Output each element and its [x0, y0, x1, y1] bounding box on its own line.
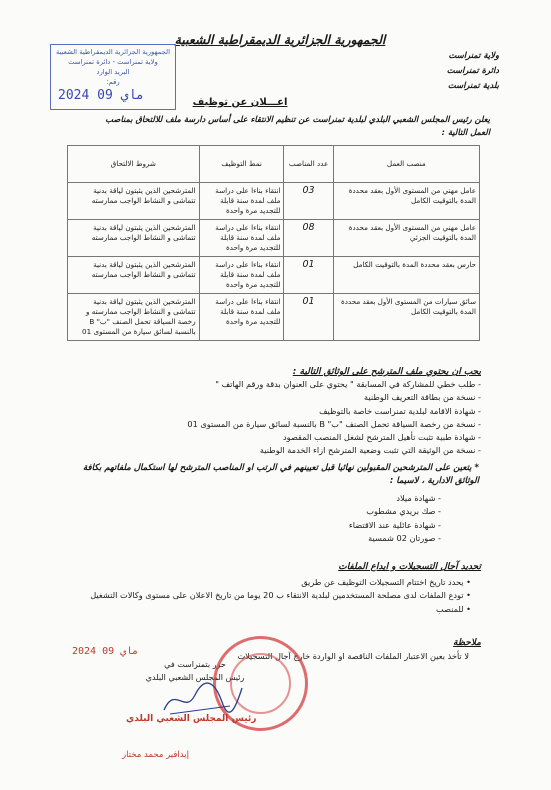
extra-documents-list: [31, 492, 441, 545]
column-header: منصب العمل: [333, 146, 479, 183]
list-item: - صك بريدي مشطوب: [31, 505, 441, 518]
table-cell: انتقاء بناءا على دراسة ملف لمدة سنة قابلة للتجديد مرة واحدة: [199, 183, 284, 220]
stamp-line: ولاية تمنراست - دائرة تمنراست: [68, 58, 158, 66]
list-item: - صورتان 02 شمسية: [31, 532, 441, 545]
jobs-table: [67, 145, 480, 341]
list-item: - نسخة من رخصة السياقة تحمل الصنف "ب" B بالنسبة لسائق سيارة من المستوى 01: [71, 418, 481, 431]
table-cell: عامل مهني من المستوى الأول بعقد محددة المدة بالتوقيت الكامل: [333, 183, 479, 220]
table-cell: انتقاء بناءا على دراسة ملف لمدة سنة قابلة للتجديد مرة واحدة: [199, 220, 284, 257]
table-row: [68, 183, 480, 220]
list-item: • يحدد تاريخ اختتام التسجيلات التوظيف عن طريق: [61, 576, 471, 589]
signatory-name: إيدافير محمد مختار: [122, 750, 189, 760]
commune-label: بلدية تمنراست: [447, 80, 499, 90]
announcement-intro: يعلن رئيس المجلس الشعبي البلدي لبلدية تمنراست عن تنظيم الانتقاء على أساس دارسة ملف للالتحاق بمناصب العمل التالية :: [105, 114, 490, 137]
table-cell: المترشحين الذين يثبتون لياقة بدنية تتماشى و النشاط الواجب ممارسته: [68, 220, 200, 257]
table-row: [68, 294, 480, 341]
daira-label: دائرة تمنراست: [446, 65, 499, 75]
table-cell: سائق سيارات من المستوى الأول بعقد محددة المدة بالتوقيت الكامل: [333, 294, 479, 341]
table-cell: حارس بعقد محددة المدة بالتوقيت الكامل: [333, 257, 479, 294]
stamp-title: رئيس المجلس الشعبي البلدي: [126, 714, 257, 724]
table-cell: انتقاء بناءا على دراسة ملف لمدة سنة قابلة للتجديد مرة واحدة: [199, 257, 284, 294]
table-cell: انتقاء بناءا على دراسة ملف لمدة سنة قابلة للتجديد مرة واحدة: [199, 294, 284, 341]
wilaya-label: ولاية تمنراست: [448, 50, 499, 60]
table-cell: 01: [284, 294, 333, 341]
list-item: - شهادة ميلاد: [31, 492, 441, 505]
table-cell: المترشحين الذين يثبتون لياقة بدنية تتماشى و النشاط الواجب ممارسته: [68, 183, 200, 220]
file-items-list: [71, 378, 481, 458]
column-header: شروط الالتحاق: [68, 146, 200, 183]
stamp-line: الجمهورية الجزائرية الديمقراطية الشعبية: [56, 48, 170, 56]
list-item: - شهادة طبية تثبت تأهيل المترشح لشغل المنصب المقصود: [71, 431, 481, 444]
signature-date: 2024 ماي 09: [72, 646, 139, 657]
table-cell: المترشحين الذين يثبتون لياقة بدنية تتماشى و النشاط الواجب ممارسته و رخصة السياقة تحمل الصنف "ب" B بالنسبة لسائق سيارة من المستوى 01: [68, 294, 200, 341]
stamp-line: رقم:: [106, 78, 120, 86]
announcement-title: اعـــلان عن توظيف: [192, 97, 288, 108]
list-item: - شهادة عائلية عند الاقتضاء: [31, 519, 441, 532]
file-section-title: يجب ان يحتوي ملف المترشح على الوثائق التالية :: [292, 367, 481, 377]
remark-text: لا تأخذ بعين الاعتبار الملفات الناقصة او الواردة خارج آجال التسجيلات: [237, 651, 469, 661]
stamp-date: 2024 ماي 09: [58, 88, 145, 103]
deadlines-list: [61, 576, 471, 616]
list-item: - شهادة الاقامة لبلدية تمنراست خاصة بالتوظيف: [71, 405, 481, 418]
table-row: [68, 257, 480, 294]
deadlines-title: تحديد آجال التسجيلات و ايداع الملفات: [338, 562, 481, 572]
table-row: [68, 220, 480, 257]
table-cell: 08: [284, 220, 333, 257]
table-cell: المترشحين الذين يثبتون لياقة بدنية تتماشى و النشاط الواجب ممارسته: [68, 257, 200, 294]
republic-heading: الجمهورية الجزائرية الديمقراطية الشعبية: [174, 32, 386, 47]
remark-title: ملاحظة: [453, 638, 481, 648]
table-cell: عامل مهني من المستوى الأول بعقد محددة المدة بالتوقيت الجزئي: [333, 220, 479, 257]
list-item: - نسخة من بطاقة التعريف الوطنية: [71, 391, 481, 404]
column-header: عدد المناصب: [284, 146, 333, 183]
list-item: - نسخة من الوثيقة التي تثبت وضعية المترشح ازاء الخدمة الوطنية: [71, 444, 481, 457]
stamp-line: البريد الوارد: [96, 68, 130, 76]
table-header-row: [68, 146, 480, 183]
signature-role: رئيس المجلس الشعبي البلدي: [145, 673, 245, 682]
table-cell: 01: [284, 257, 333, 294]
accepted-candidates-note: * يتعين على المترشحين المقبولين نهائيا قبل تعيينهم في الرتب او المناصب المترشح لها استكمال ملفاتهم بكافة الوثائق الادارية ، لاسيما :: [82, 463, 479, 486]
table-cell: 03: [284, 183, 333, 220]
list-item: - طلب خطي للمشاركة في المسابقة " يحتوي على العنوان بدقة ورقم الهاتف ": [71, 378, 481, 391]
signature-place: حرر بتمنراست في: [164, 660, 226, 669]
list-item: • تودع الملفات لدى مصلحة المستخدمين لبلدية الانتقاء ب 20 يوما من تاريخ الاعلان على مستوى وكالات التشغيل: [61, 589, 471, 602]
list-item: • للمنصب: [61, 603, 471, 616]
administration-block: [359, 48, 499, 93]
column-header: نمط التوظيف: [199, 146, 284, 183]
